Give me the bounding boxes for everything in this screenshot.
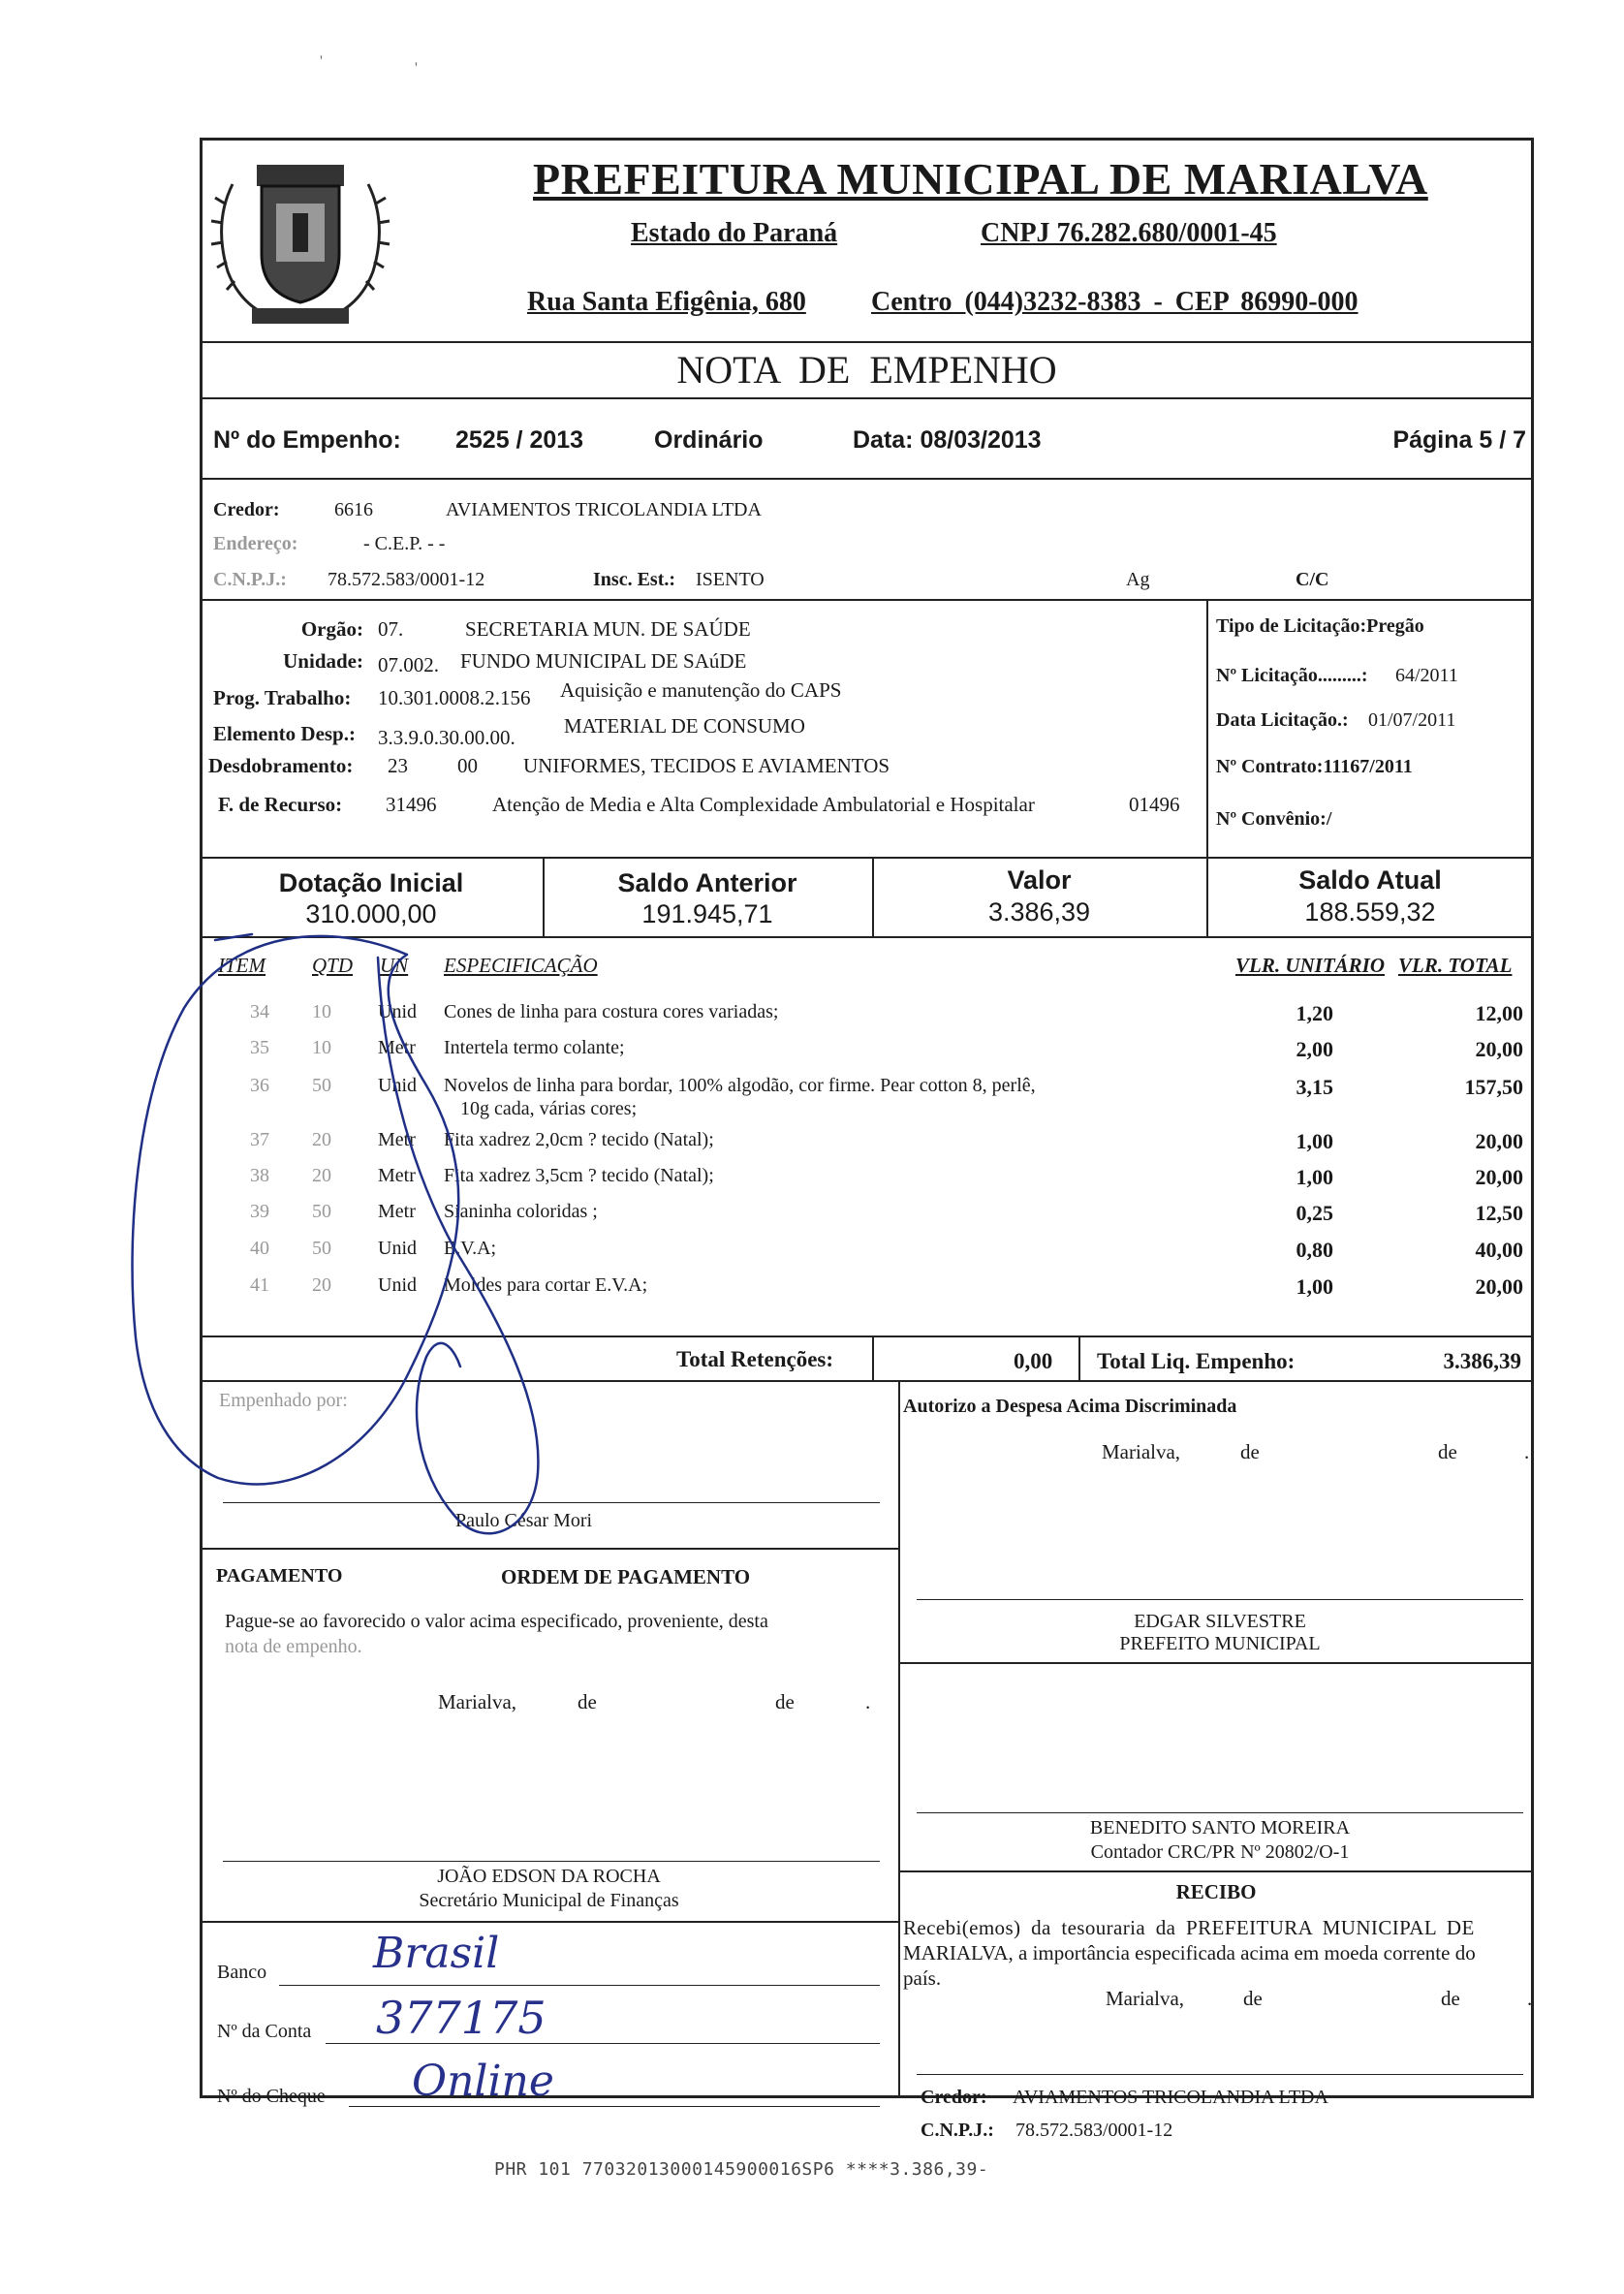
item-qty: 20 bbox=[312, 1274, 331, 1296]
item-total: 12,00 bbox=[1475, 1001, 1523, 1025]
cnpj-header: CNPJ 76.282.680/0001-45 bbox=[981, 218, 1277, 248]
convenio: Nº Convênio:/ bbox=[1216, 808, 1332, 830]
insc-label: Insc. Est.: bbox=[593, 569, 676, 590]
item-total: 40,00 bbox=[1475, 1238, 1523, 1262]
item-spec: Fita xadrez 2,0cm ? tecido (Natal); bbox=[444, 1129, 714, 1150]
cnpj-footer-value: 78.572.583/0001-12 bbox=[1015, 2120, 1173, 2141]
retencoes-label: Total Retenções: bbox=[676, 1347, 834, 1371]
item-spec: Intertela termo colante; bbox=[444, 1037, 625, 1058]
contador-title: Contador CRC/PR Nº 20802/O-1 bbox=[1090, 1841, 1350, 1863]
saldo-atual-label: Saldo Atual bbox=[1298, 865, 1442, 895]
item-unit-price: 1,00 bbox=[1296, 1274, 1333, 1299]
credor-name: AVIAMENTOS TRICOLANDIA LTDA bbox=[446, 499, 762, 520]
banco-label: Banco bbox=[217, 1962, 267, 1983]
endereco-label: Endereço: bbox=[213, 533, 298, 554]
desd-label: Desdobramento: bbox=[208, 754, 354, 777]
contact-line: Centro (044)3232-8383 - CEP 86990-000 bbox=[871, 287, 1359, 317]
retencoes-value: 0,00 bbox=[1014, 1349, 1053, 1373]
col-un: UN bbox=[380, 954, 409, 977]
item-total: 157,50 bbox=[1464, 1075, 1523, 1099]
cc-label: C/C bbox=[1296, 569, 1329, 590]
licitacao-date: 01/07/2011 bbox=[1368, 709, 1456, 731]
licitacao-number: 64/2011 bbox=[1395, 665, 1458, 686]
saldo-atual-value: 188.559,32 bbox=[1304, 897, 1436, 927]
contador-name: BENEDITO SANTO MOREIRA bbox=[1089, 1817, 1351, 1838]
item-unit-price: 3,15 bbox=[1296, 1075, 1333, 1099]
scan-speck: ' bbox=[320, 53, 323, 70]
recibo-text-2: MARIALVA, a importância especificada acima em moeda corrente do bbox=[903, 1941, 1476, 1964]
item-unit: Unid bbox=[378, 1001, 417, 1022]
item-unit-price: 2,00 bbox=[1296, 1037, 1333, 1061]
valor-label: Valor bbox=[1007, 865, 1072, 895]
dot-1: . bbox=[1524, 1440, 1530, 1463]
item-qty: 10 bbox=[312, 1037, 331, 1058]
orgao-label: Orgão: bbox=[300, 617, 363, 641]
desd-name: UNIFORMES, TECIDOS E AVIAMENTOS bbox=[523, 754, 890, 777]
item-unit: Metr bbox=[378, 1037, 416, 1058]
item-spec: Novelos de linha para bordar, 100% algodão, cor firme. Pear cotton 8, perlê, bbox=[444, 1075, 1036, 1096]
cnpj-footer-label: C.N.P.J.: bbox=[921, 2120, 994, 2141]
state-label: Estado do Paraná bbox=[631, 218, 838, 248]
item-unit: Metr bbox=[378, 1129, 416, 1150]
recibo-text-1: Recebi(emos) da tesouraria da PREFEITURA MUNICIPAL DE bbox=[903, 1916, 1475, 1939]
cep-value: - C.E.P. - - bbox=[363, 533, 446, 554]
item-spec: Moldes para cortar E.V.A; bbox=[444, 1274, 648, 1296]
item-total: 20,00 bbox=[1475, 1165, 1523, 1189]
conta-handwritten: 377175 bbox=[376, 1992, 547, 2044]
conta-label: Nº da Conta bbox=[217, 2021, 312, 2042]
col-qtd: QTD bbox=[312, 954, 354, 977]
cnpj-label: C.N.P.J.: bbox=[213, 569, 287, 590]
item-unit-price: 0,80 bbox=[1296, 1238, 1333, 1262]
credor-footer-name: AVIAMENTOS TRICOLANDIA LTDA bbox=[1013, 2087, 1328, 2108]
dotacao-value: 310.000,00 bbox=[305, 899, 437, 928]
item-number: 41 bbox=[250, 1274, 269, 1296]
page-title: PREFEITURA MUNICIPAL DE MARIALVA bbox=[533, 154, 1428, 204]
pague-line-1: Pague-se ao favorecido o valor acima especificado, proveniente, desta bbox=[225, 1611, 768, 1632]
item-unit-price: 1,00 bbox=[1296, 1165, 1333, 1189]
item-spec: Fita xadrez 3,5cm ? tecido (Natal); bbox=[444, 1165, 714, 1186]
item-qty: 50 bbox=[312, 1201, 331, 1222]
de-1a: de bbox=[1240, 1440, 1260, 1463]
item-number: 37 bbox=[250, 1129, 269, 1150]
valor-value: 3.386,39 bbox=[987, 897, 1091, 927]
prog-name: Aquisição e manutenção do CAPS bbox=[560, 678, 842, 702]
fonte-code: 31496 bbox=[386, 793, 437, 816]
dotacao-label: Dotação Inicial bbox=[278, 868, 464, 897]
prefeito-title: PREFEITO MUNICIPAL bbox=[1119, 1633, 1321, 1654]
item-number: 38 bbox=[250, 1165, 269, 1186]
desd-sub: 00 bbox=[457, 754, 478, 777]
item-unit: Metr bbox=[378, 1201, 416, 1222]
item-number: 39 bbox=[250, 1201, 269, 1222]
item-qty: 50 bbox=[312, 1238, 331, 1259]
autorizo-label: Autorizo a Despesa Acima Discriminada bbox=[903, 1396, 1237, 1417]
prefeito-name: EDGAR SILVESTRE bbox=[1134, 1611, 1306, 1632]
de-2b: de bbox=[775, 1690, 795, 1713]
marialva-date-3: Marialva, bbox=[1106, 1987, 1185, 2010]
col-item: ITEM bbox=[218, 954, 265, 977]
licitacao-number-label: Nº Licitação.........: bbox=[1216, 665, 1368, 686]
col-vlr-total: VLR. TOTAL bbox=[1398, 954, 1513, 977]
orgao-name: SECRETARIA MUN. DE SAÚDE bbox=[465, 617, 751, 641]
secretario-title: Secretário Municipal de Finanças bbox=[419, 1890, 679, 1911]
recibo-label: RECIBO bbox=[1175, 1880, 1257, 1903]
item-unit-price: 1,20 bbox=[1296, 1001, 1333, 1025]
item-spec: Cones de linha para costura cores variadas; bbox=[444, 1001, 779, 1022]
contrato: Nº Contrato:11167/2011 bbox=[1216, 756, 1413, 777]
item-spec: E.V.A; bbox=[444, 1238, 497, 1259]
credor-label: Credor: bbox=[213, 499, 280, 520]
item-number: 35 bbox=[250, 1037, 269, 1058]
prog-code: 10.301.0008.2.156 bbox=[378, 686, 531, 709]
item-unit-price: 0,25 bbox=[1296, 1201, 1333, 1225]
marialva-date-2: Marialva, bbox=[438, 1690, 517, 1713]
empenho-label: Nº do Empenho: bbox=[213, 426, 401, 454]
empenhado-name: Paulo César Mori bbox=[455, 1510, 593, 1531]
elem-label: Elemento Desp.: bbox=[213, 722, 356, 745]
pagamento-label: PAGAMENTO bbox=[216, 1565, 343, 1587]
de-2a: de bbox=[578, 1690, 597, 1713]
col-spec: ESPECIFICAÇÃO bbox=[444, 954, 598, 977]
saldo-anterior-value: 191.945,71 bbox=[641, 899, 773, 928]
item-unit-price: 1,00 bbox=[1296, 1129, 1333, 1153]
credor-footer-label: Credor: bbox=[921, 2087, 987, 2108]
secretario-name: JOÃO EDSON DA ROCHA bbox=[437, 1866, 661, 1887]
item-qty: 50 bbox=[312, 1075, 331, 1096]
item-unit: Unid bbox=[378, 1075, 417, 1096]
barcode-text: PHR 101 77032013000145900016SP6 ****3.386,39- bbox=[494, 2159, 989, 2180]
de-3a: de bbox=[1243, 1987, 1263, 2010]
orgao-code: 07. bbox=[378, 617, 404, 641]
banco-handwritten: Brasil bbox=[373, 1929, 500, 1978]
item-unit: Unid bbox=[378, 1274, 417, 1296]
prog-label: Prog. Trabalho: bbox=[213, 686, 352, 709]
item-total: 20,00 bbox=[1475, 1274, 1523, 1299]
recibo-text-3: país. bbox=[903, 1966, 942, 1990]
item-total: 12,50 bbox=[1475, 1201, 1523, 1225]
col-vlr-unit: VLR. UNITÁRIO bbox=[1235, 954, 1386, 977]
item-spec-cont: 10g cada, várias cores; bbox=[460, 1098, 638, 1119]
item-total: 20,00 bbox=[1475, 1129, 1523, 1153]
empenhado-label: Empenhado por: bbox=[219, 1390, 348, 1411]
item-unit: Metr bbox=[378, 1165, 416, 1186]
empenho-number: 2525 / 2013 bbox=[455, 426, 584, 454]
item-number: 40 bbox=[250, 1238, 269, 1259]
item-number: 34 bbox=[250, 1001, 269, 1022]
empenho-type: Ordinário bbox=[654, 426, 764, 454]
doc-title: NOTA DE EMPENHO bbox=[676, 348, 1057, 392]
elem-name: MATERIAL DE CONSUMO bbox=[564, 714, 805, 738]
fonte-sub: 01496 bbox=[1129, 793, 1180, 816]
unidade-code: 07.002. bbox=[378, 653, 439, 676]
tipo-licitacao: Tipo de Licitação:Pregão bbox=[1216, 615, 1424, 637]
unidade-label: Unidade: bbox=[283, 649, 363, 673]
item-qty: 10 bbox=[312, 1001, 331, 1022]
fonte-name: Atenção de Media e Alta Complexidade Ambulatorial e Hospitalar bbox=[492, 793, 1035, 816]
ag-label: Ag bbox=[1126, 569, 1150, 590]
liq-label: Total Liq. Empenho: bbox=[1097, 1349, 1296, 1373]
saldo-anterior-label: Saldo Anterior bbox=[617, 868, 797, 897]
fonte-label: F. de Recurso: bbox=[218, 793, 343, 816]
pague-line-2: nota de empenho. bbox=[225, 1636, 362, 1657]
empenho-date: Data: 08/03/2013 bbox=[853, 426, 1042, 454]
cheque-label: Nº do Cheque bbox=[217, 2086, 326, 2107]
dot-3: . bbox=[1527, 1987, 1533, 2010]
insc-value: ISENTO bbox=[696, 569, 765, 590]
item-qty: 20 bbox=[312, 1129, 331, 1150]
scan-speck: ' bbox=[415, 60, 418, 77]
street-address: Rua Santa Efigênia, 680 bbox=[527, 287, 806, 317]
credor-code: 6616 bbox=[334, 499, 373, 520]
ordem-label: ORDEM DE PAGAMENTO bbox=[501, 1565, 751, 1588]
item-number: 36 bbox=[250, 1075, 269, 1096]
de-1b: de bbox=[1438, 1440, 1457, 1463]
page-number: Página 5 / 7 bbox=[1392, 426, 1526, 454]
cheque-handwritten: Online bbox=[412, 2057, 554, 2106]
desd-code: 23 bbox=[388, 754, 408, 777]
elem-code: 3.3.9.0.30.00.00. bbox=[378, 726, 515, 749]
item-spec: Sianinha coloridas ; bbox=[444, 1201, 598, 1222]
licitacao-date-label: Data Licitação.: bbox=[1216, 709, 1349, 731]
dot-2: . bbox=[865, 1690, 871, 1713]
item-qty: 20 bbox=[312, 1165, 331, 1186]
liq-value: 3.386,39 bbox=[1443, 1349, 1521, 1373]
de-3b: de bbox=[1441, 1987, 1460, 2010]
item-unit: Unid bbox=[378, 1238, 417, 1259]
item-total: 20,00 bbox=[1475, 1037, 1523, 1061]
unidade-name: FUNDO MUNICIPAL DE SAúDE bbox=[460, 649, 747, 673]
cnpj-value: 78.572.583/0001-12 bbox=[328, 569, 485, 590]
marialva-date-1: Marialva, bbox=[1102, 1440, 1181, 1463]
